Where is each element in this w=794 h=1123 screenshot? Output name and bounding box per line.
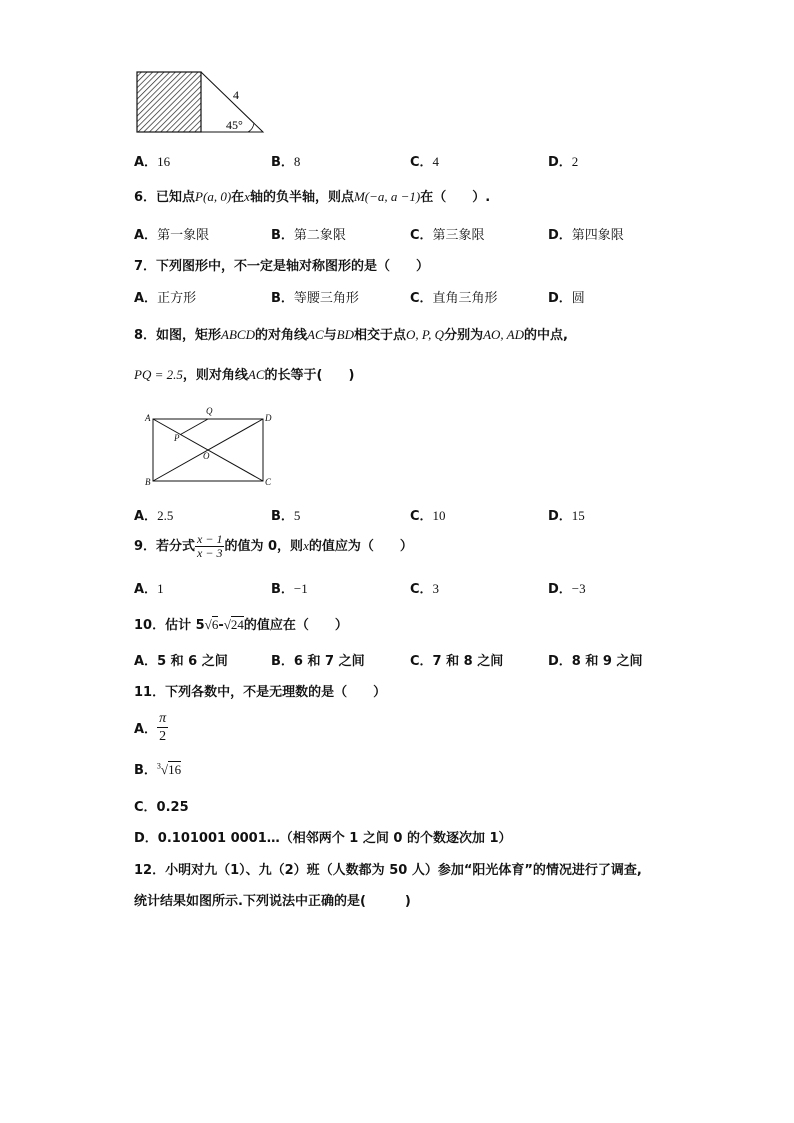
q5-option-b[interactable]: B．8	[271, 154, 301, 170]
q6-option-a[interactable]: A．第一象限	[134, 228, 210, 243]
point-q: Q	[206, 406, 213, 416]
q9-option-d[interactable]: D．−3	[548, 581, 586, 597]
q11-option-a[interactable]: A． $\frac{\pi}{2}$	[134, 711, 167, 744]
vertex-a: A	[145, 413, 151, 423]
q7-option-a[interactable]: A．正方形	[134, 291, 197, 306]
q7-stem: 7．下列图形中，不一定是轴对称图形的是（ ）	[134, 259, 430, 274]
q10-option-a[interactable]: A．5 和 6 之间	[134, 654, 228, 669]
point-o: O	[203, 451, 210, 461]
q7-option-b[interactable]: B．等腰三角形	[271, 291, 359, 306]
sqrt-symbol: √	[204, 617, 212, 632]
q8-stem-line1: 8．如图，矩形ABCD的对角线AC与BD相交于点O, P, Q分别为AO, AD的中点,	[134, 327, 568, 343]
cube-root-symbol: √	[160, 762, 169, 777]
q10-option-d[interactable]: D．8 和 9 之间	[548, 654, 643, 669]
point-m: M(−a, a −1)	[353, 189, 421, 204]
point-p: P(a, 0)	[195, 189, 232, 204]
vertex-b: B	[145, 477, 151, 487]
q6-option-c[interactable]: C．第三象限	[410, 228, 485, 243]
label-45-degrees: 45°	[226, 118, 243, 132]
q10-option-c[interactable]: C．7 和 8 之间	[410, 654, 504, 669]
segment-pq	[181, 419, 209, 435]
q10-stem: 10．估计 5√6-√24的值应在（ ）	[134, 617, 348, 633]
pi-over-2: $\frac{\pi}{2}$	[159, 711, 167, 744]
label-4: 4	[233, 88, 239, 102]
q8-option-d[interactable]: D．15	[548, 508, 585, 524]
q12-stem-line2: 统计结果如图所示.下列说法中正确的是( )	[134, 894, 411, 909]
q9-option-a[interactable]: A．1	[134, 581, 164, 597]
q6-option-d[interactable]: D．第四象限	[548, 228, 624, 243]
point-p: P	[174, 433, 180, 443]
q11-option-b[interactable]: B．$^3$√16	[134, 761, 182, 778]
vertex-d: D	[265, 413, 272, 423]
q9-option-b[interactable]: B．−1	[271, 581, 308, 597]
q5-option-c[interactable]: C．4	[410, 154, 440, 170]
q11-option-d[interactable]: D．0.101001 0001…（相邻两个 1 之间 0 的个数逐次加 1）	[134, 831, 512, 846]
sqrt-symbol: √	[223, 617, 231, 632]
q8-rectangle-figure	[140, 404, 276, 490]
q8-stem-line2: PQ = 2.5，则对角线AC的长等于( )	[134, 367, 355, 383]
hatched-square	[137, 72, 201, 132]
q7-option-c[interactable]: C．直角三角形	[410, 291, 498, 306]
fraction: $\frac{x - 1}{x - 3}$	[197, 532, 223, 560]
q8-option-b[interactable]: B．5	[271, 508, 301, 524]
q11-stem: 11．下列各数中，不是无理数的是（ ）	[134, 685, 387, 700]
q10-option-b[interactable]: B．6 和 7 之间	[271, 654, 365, 669]
q5-option-d[interactable]: D．2	[548, 154, 579, 170]
q8-option-c[interactable]: C．10	[410, 508, 446, 524]
q5-figure	[130, 66, 270, 138]
q12-stem-line1: 12．小明对九（1）、九（2）班（人数都为 50 人）参加“阳光体育”的情况进行了调查,	[134, 863, 642, 878]
q6-stem: 6．已知点P(a, 0)在x轴的负半轴，则点M(−a, a −1)在（ ）.	[134, 189, 491, 205]
q11-option-c[interactable]: C．0.25	[134, 800, 189, 815]
q9-stem: 9．若分式 $\frac{x - 1}{x - 3}$ 的值为 0，则x的值应为（ ）	[134, 532, 413, 560]
q6-option-b[interactable]: B．第二象限	[271, 228, 346, 243]
q8-option-a[interactable]: A．2.5	[134, 508, 174, 524]
q9-option-c[interactable]: C．3	[410, 581, 440, 597]
q5-option-a[interactable]: A．16	[134, 154, 171, 170]
vertex-c: C	[265, 477, 272, 487]
q7-option-d[interactable]: D．圆	[548, 291, 585, 306]
